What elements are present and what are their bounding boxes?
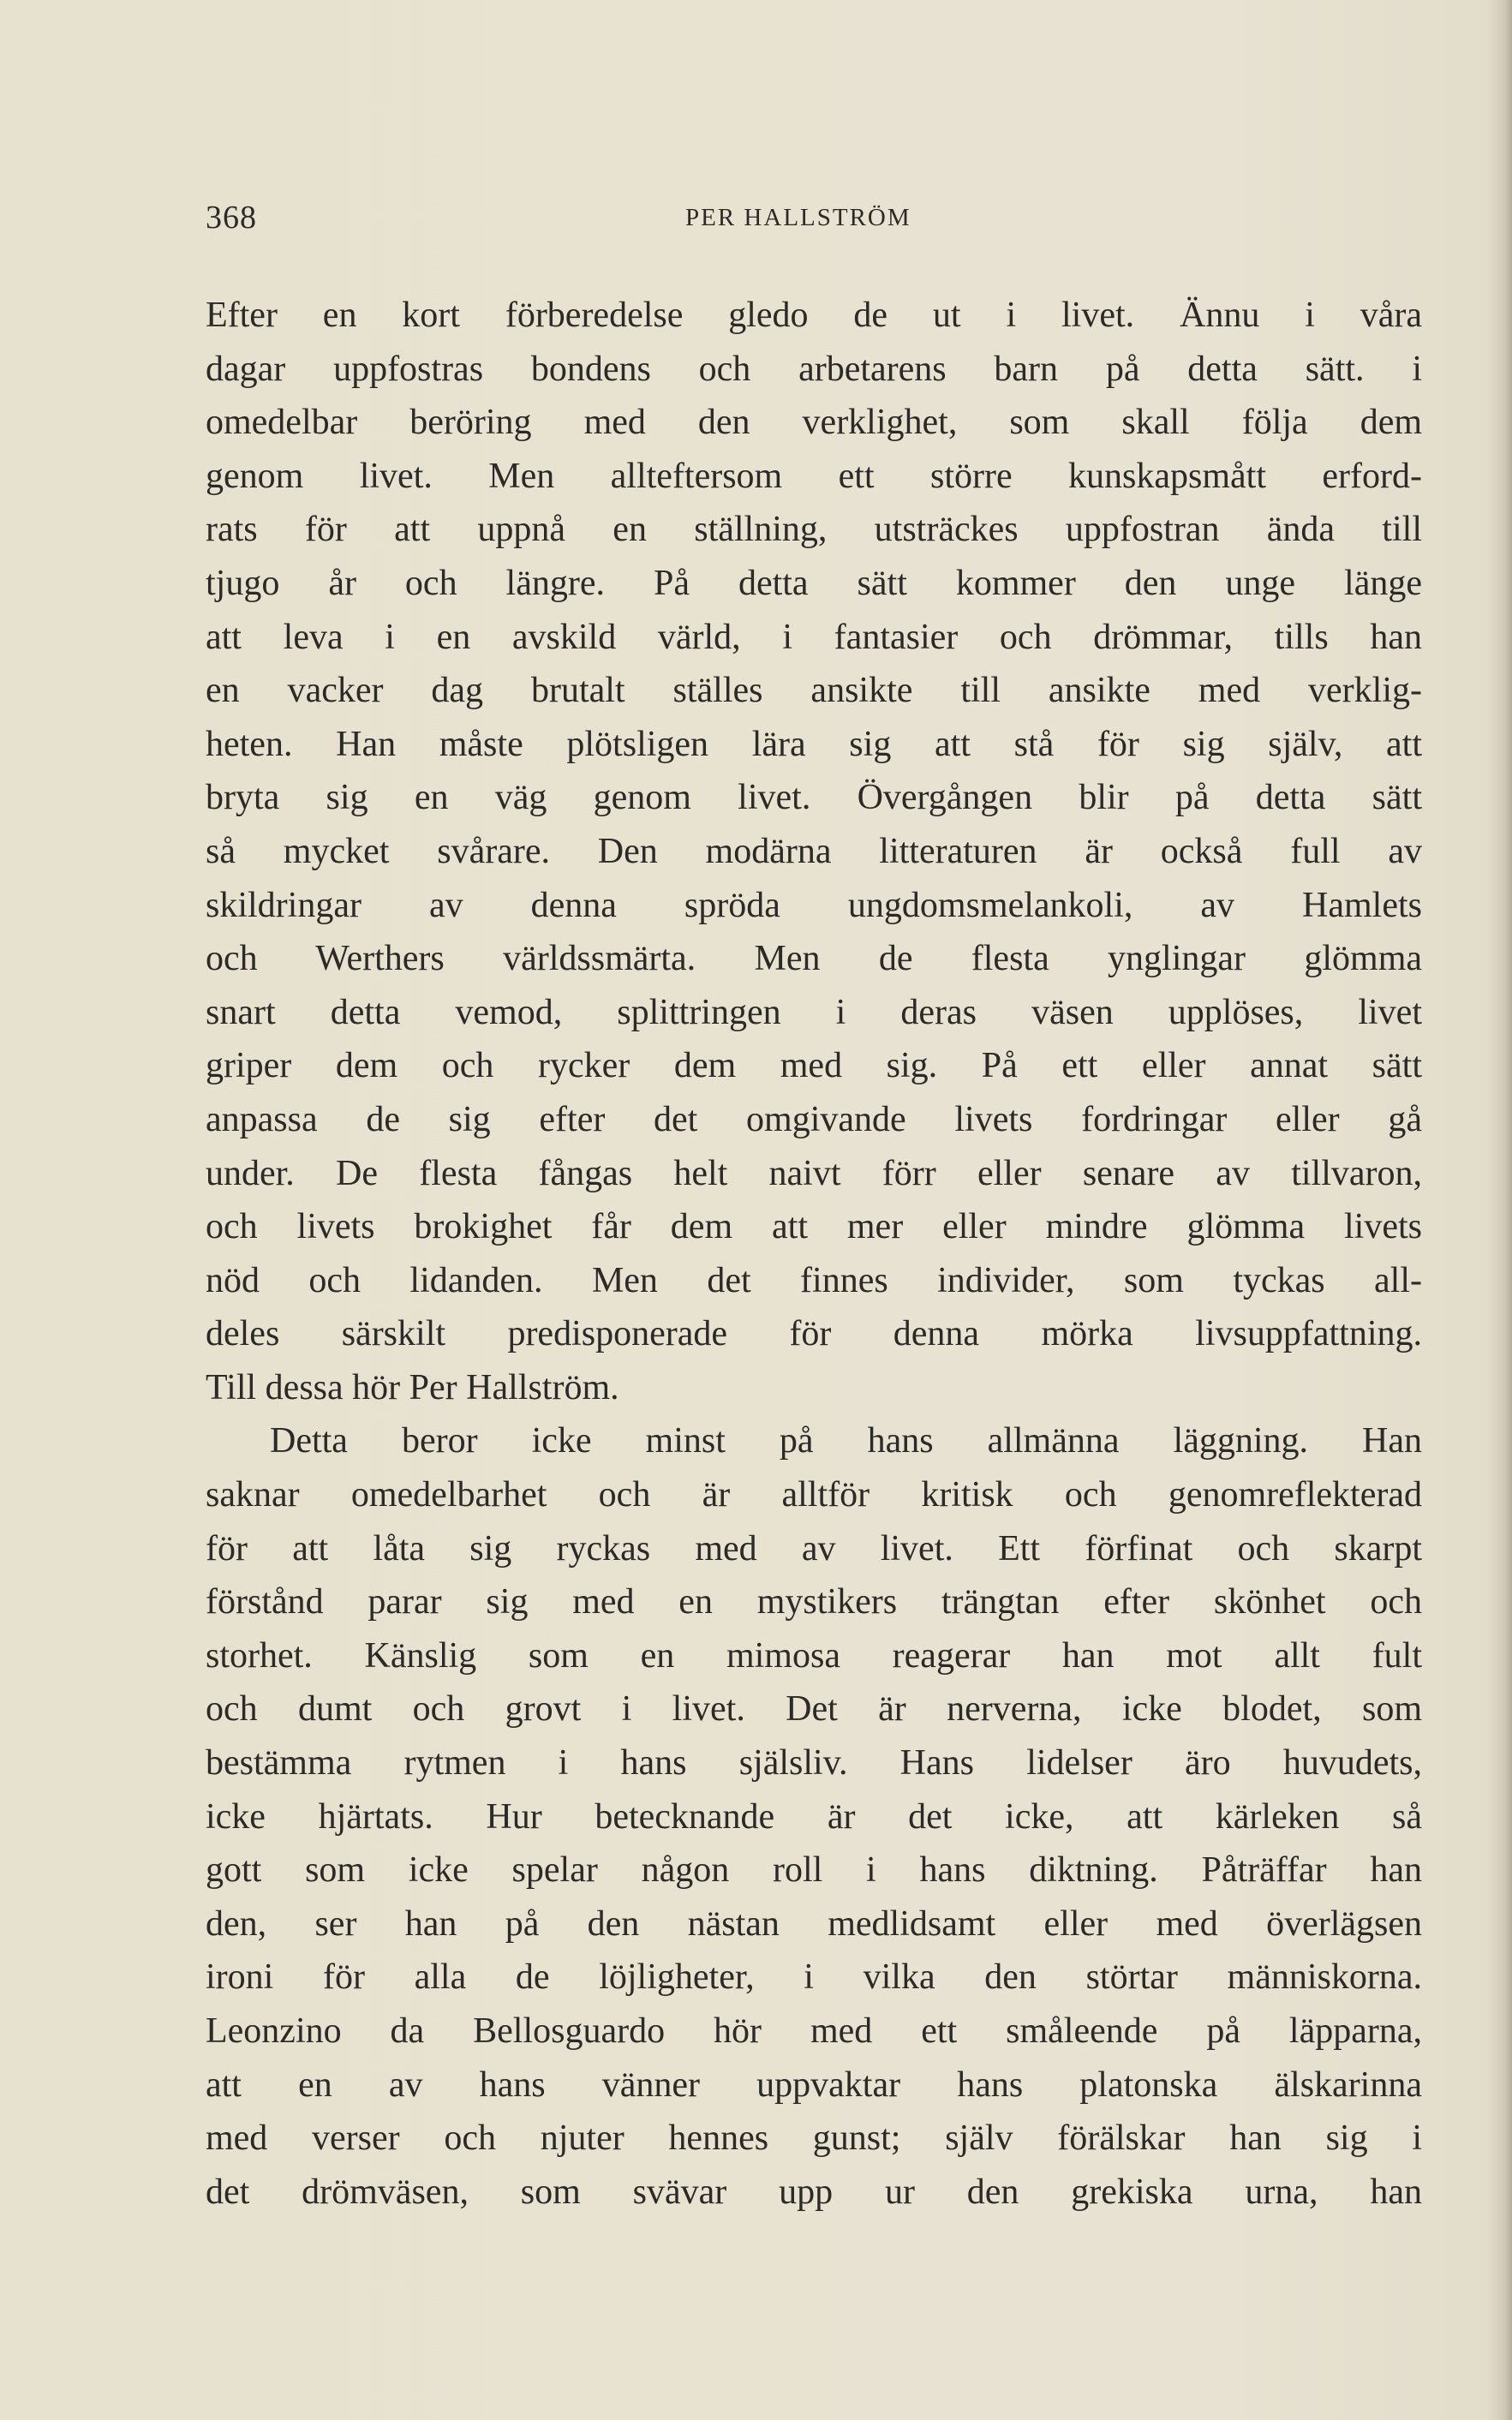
- text-line: Leonzino da Bellosguardo hör med ett småleende på läpparna,: [206, 2011, 1422, 2051]
- body-text: [206, 289, 1422, 2219]
- text-line: storhet. Känslig som en mimosa reagerar han mot allt fult: [206, 1635, 1422, 1676]
- text-line: saknar omedelbarhet och är alltför kritisk och genomreflekterad: [206, 1475, 1422, 1515]
- text-line: den, ser han på den nästan medlidsamt eller med överlägsen: [206, 1903, 1422, 1944]
- text-line: bryta sig en väg genom livet. Övergången blir på detta sätt: [206, 778, 1422, 818]
- text-line: anpassa de sig efter det omgivande livets fordringar eller gå: [206, 1099, 1422, 1139]
- text-line: genom livet. Men allteftersom ett större kunskapsmått erford-: [206, 456, 1422, 496]
- text-line: det drömväsen, som svävar upp ur den grekiska urna, han: [206, 2172, 1422, 2212]
- text-line: griper dem och rycker dem med sig. På ett eller annat sätt: [206, 1046, 1422, 1086]
- text-line: Efter en kort förberedelse gledo de ut i livet. Ännu i våra: [206, 296, 1422, 335]
- page-edge-shadow: [1488, 0, 1512, 2420]
- text-line: en vacker dag brutalt ställes ansikte till ansikte med verklig-: [206, 671, 1422, 711]
- running-head: [206, 199, 1422, 250]
- text-line: bestämma rytmen i hans själsliv. Hans lidelser äro huvudets,: [206, 1743, 1422, 1784]
- text-line: med verser och njuter hennes gunst; själv förälskar han sig i: [206, 2118, 1422, 2159]
- text-line: och Werthers världssmärta. Men de flesta ynglingar glömma: [206, 939, 1422, 979]
- text-line: nöd och lidanden. Men det finnes individer, som tyckas all-: [206, 1260, 1422, 1300]
- text-line: att en av hans vänner uppvaktar hans platonska älskarinna: [206, 2064, 1422, 2105]
- text-line: gott som icke spelar någon roll i hans diktning. Påträffar han: [206, 1850, 1422, 1891]
- text-line: rats för att uppnå en ställning, utsträckes uppfostran ända till: [206, 510, 1422, 550]
- text-line: under. De flesta fångas helt naivt förr eller senare av tillvaron,: [206, 1153, 1422, 1193]
- text-line: deles särskilt predisponerade för denna mörka livsuppfattning.: [206, 1314, 1422, 1354]
- text-line: och livets brokighet får dem att mer eller mindre glömma livets: [206, 1207, 1422, 1247]
- text-line: förstånd parar sig med en mystikers trängtan efter skönhet och: [206, 1582, 1422, 1622]
- text-line: och dumt och grovt i livet. Det är nerverna, icke blodet, som: [206, 1689, 1422, 1730]
- text-line: så mycket svårare. Den modärna litteraturen är också full av: [206, 831, 1422, 871]
- paragraph-end-line: Till dessa hör Per Hallström.: [206, 1367, 619, 1407]
- text-line: icke hjärtats. Hur betecknande är det icke, att kärleken så: [206, 1796, 1422, 1837]
- text-line: ironi för alla de löjligheter, i vilka den störtar människorna.: [206, 1957, 1422, 1998]
- text-line: att leva i en avskild värld, i fantasier och drömmar, tills han: [206, 617, 1422, 657]
- page-number: 368: [206, 200, 257, 236]
- text-line: skildringar av denna spröda ungdomsmelankoli, av Hamlets: [206, 885, 1422, 925]
- text-line: omedelbar beröring med den verklighet, som skall följa dem: [206, 403, 1422, 443]
- text-line: dagar uppfostras bondens och arbetarens barn på detta sätt. i: [206, 349, 1422, 389]
- text-line: heten. Han måste plötsligen lära sig att stå för sig själv, att: [206, 724, 1422, 764]
- running-title: PER HALLSTRÖM: [685, 204, 911, 231]
- text-line: tjugo år och längre. På detta sätt kommer den unge länge: [206, 563, 1422, 603]
- text-line: för att låta sig ryckas med av livet. Ett förfinat och skarpt: [206, 1528, 1422, 1569]
- paragraph-start-line: Detta beror icke minst på hans allmänna läggning. Han: [270, 1421, 1422, 1461]
- text-line: snart detta vemod, splittringen i deras väsen upplöses, livet: [206, 992, 1422, 1032]
